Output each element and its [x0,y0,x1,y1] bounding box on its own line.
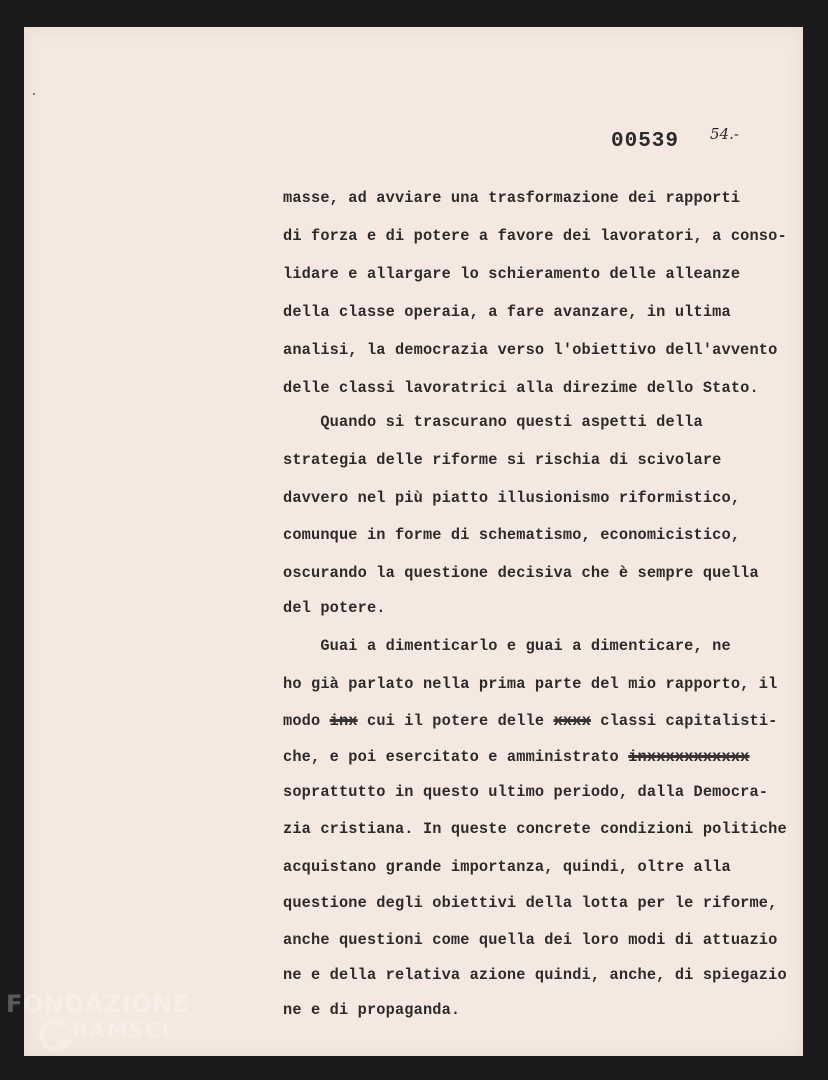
text-line: Guai a dimenticarlo e guai a dimenticare, ne [283,637,731,655]
text-line: modo inx cui il potere delle xxxx classi capitalisti- [283,712,778,730]
text-line: anche questioni come quella dei loro modi di attuazio [283,931,778,949]
text-line: analisi, la democrazia verso l'obiettivo dell'avvento [283,341,778,359]
text-line: ne e di propaganda. [283,1001,461,1019]
watermark-line-1: FONDAZIONE [6,990,190,1018]
text-line: ho già parlato nella prima parte del mio rapporto, il [283,675,778,693]
text-line: della classe operaia, a fare avanzare, in ultima [283,303,731,321]
watermark-g-logo-icon [36,1016,76,1056]
text-line: soprattutto in questo ultimo periodo, dalla Democra- [283,783,769,801]
document-number: 00539 [611,130,680,153]
text-line: Quando si trascurano questi aspetti della [283,413,703,431]
text-line: lidare e allargare lo schieramento delle alleanze [283,265,741,283]
text-line: che, e poi esercitato e amministrato inxxxxxxxxxxx [283,748,750,766]
paper-speck [33,93,35,95]
fondazione-gramsci-watermark [6,990,206,1070]
text-line: ne e della relativa azione quindi, anche, di spiegazio [283,966,787,984]
text-line: acquistano grande importanza, quindi, oltre alla [283,858,731,876]
text-line: del potere. [283,599,386,617]
watermark-line-2: RAMSCI [72,1018,172,1042]
text-line: questione degli obiettivi della lotta per le riforme, [283,894,778,912]
text-line: davvero nel più piatto illusionismo riformistico, [283,489,741,507]
text-line: masse, ad avviare una trasformazione dei rapporti [283,189,741,207]
text-line: oscurando la questione decisiva che è sempre quella [283,564,759,582]
page-number: 54.- [710,125,739,143]
text-line: di forza e di potere a favore dei lavoratori, a conso- [283,227,787,245]
text-line: strategia delle riforme si rischia di scivolare [283,451,722,469]
text-line: zia cristiana. In queste concrete condizioni politiche [283,820,787,838]
text-line: delle classi lavoratrici alla direzime dello Stato. [283,379,759,397]
text-line: comunque in forme di schematismo, economicistico, [283,526,741,544]
